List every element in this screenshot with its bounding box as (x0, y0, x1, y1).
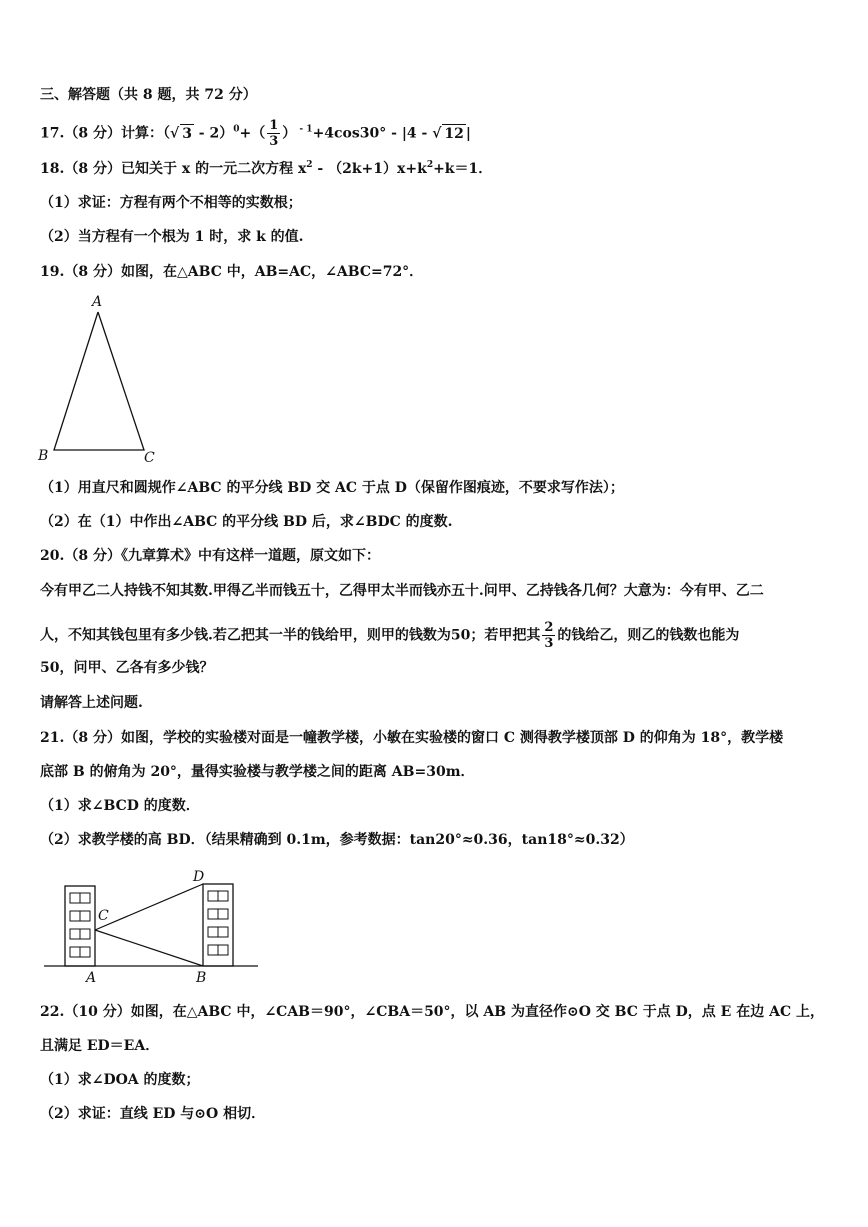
question-20: 20.（8 分）《九章算术》中有这样一道题，原文如下： (40, 548, 380, 564)
q21-line-2: 底部 B 的俯角为 20°，量得实验楼与教学楼之间的距离 AB=30m． (40, 764, 475, 780)
q18-sup-1: 2 (306, 160, 313, 170)
q18-text-c: +k＝1． (433, 161, 493, 177)
q22-part-1: （1）求∠DOA 的度数； (40, 1072, 200, 1088)
q20-frac-den: 3 (544, 636, 554, 651)
teaching-windows (208, 891, 228, 955)
label-c: C (144, 450, 155, 466)
q18-text-a: 18.（8 分）已知关于 x 的一元二次方程 x (40, 161, 307, 177)
label-b: B (38, 448, 49, 464)
q20-line-3: 50，问甲、乙各有多少钱？ (40, 660, 214, 676)
q17-lead: 17.（8 分）计算：（ (40, 125, 170, 142)
q21-part-1: （1）求∠BCD 的度数． (40, 798, 200, 814)
q22-part-2: （2）求证：直线 ED 与⊙O 相切． (40, 1106, 266, 1122)
question-21: 21.（8 分）如图，学校的实验楼对面是一幢教学楼，小敏在实验楼的窗口 C 测得教学楼顶部 D 的仰角为 18°，教学楼 (40, 730, 784, 746)
triangle-abc (54, 312, 144, 450)
q20-line-2 (40, 620, 739, 651)
q20-line-2-a: 人，不知其钱包里有多少钱.若乙把其一半的钱给甲，则甲的钱数为50；若甲把其 (40, 627, 541, 644)
label-c: C (98, 908, 109, 924)
label-a: A (92, 294, 103, 310)
q20-line-2-b: 的钱给乙，则乙的钱数也能为 (557, 627, 740, 644)
section-header: 三、解答题（共 8 题，共 72 分） (40, 87, 257, 103)
q19-part-2: （2）在（1）中作出∠ABC 的平分线 BD 后，求∠BDC 的度数. (40, 514, 453, 530)
line-cd (95, 884, 203, 930)
q17-tail1: +4cos30° - |4 - (312, 125, 433, 142)
q17-tail2: | (465, 125, 471, 142)
q19-part-1: （1）用直尺和圆规作∠ABC 的平分线 BD 交 AC 于点 D（保留作图痕迹，不要求写作法）； (40, 480, 624, 496)
line-cb (95, 930, 203, 966)
q20-fraction (542, 620, 555, 651)
q20-frac-num: 2 (544, 620, 554, 635)
q18-part-2: （2）当方程有一个根为 1 时，求 k 的值. (40, 229, 304, 245)
q17-sqrt-radicand: 3 (182, 125, 192, 142)
question-19: 19.（8 分）如图，在△ABC 中，AB=AC，∠ABC=72°． (40, 264, 424, 280)
label-a: A (86, 970, 97, 986)
q17-exp-neg1: - 1 (296, 124, 313, 135)
q21-buildings-figure (40, 866, 270, 986)
q17-exp0: 0 (233, 124, 240, 135)
q20-line-4: 请解答上述问题. (40, 695, 143, 711)
q19-triangle-figure (30, 290, 170, 470)
q17-plus-paren: +（ (239, 125, 266, 142)
q18-sup-2: 2 (426, 160, 434, 170)
q17-sqrt-radicand-2: 12 (444, 125, 464, 142)
q17-fraction (267, 118, 280, 149)
q18-text-b: - （2k+1）x+k (312, 161, 427, 177)
q20-line-1: 今有甲乙二人持钱不知其数.甲得乙半而钱五十，乙得甲太半而钱亦五十.问甲、乙持钱各几何？大意为：今有甲、乙二 (40, 583, 764, 599)
question-18 (40, 160, 492, 178)
lab-windows (70, 893, 90, 957)
label-b: B (196, 970, 207, 986)
q17-after-sqrt: - 2） (193, 125, 234, 142)
q17-after-frac: ） (282, 125, 297, 142)
question-17: 17.（8 分）计算：（√ 3 - 2）$^0$+（ $\frac{1}{3}$ ） $^{- 1}$+4cos30° - |4 - √ 12 | (40, 118, 471, 149)
q22-line-2: 且满足 ED＝EA． (40, 1038, 160, 1054)
q21-part-2: （2）求教学楼的高 BD．（结果精确到 0.1m，参考数据：tan20°≈0.36，tan18°≈0.32） (40, 832, 634, 848)
label-d: D (193, 869, 205, 885)
q17-frac-num: 1 (269, 118, 279, 133)
q18-part-1: （1）求证：方程有两个不相等的实数根； (40, 195, 302, 211)
q17-frac-den: 3 (269, 134, 279, 149)
question-22: 22.（10 分）如图，在△ABC 中，∠CAB＝90°，∠CBA＝50°，以 AB 为直径作⊙O 交 BC 于点 D，点 E 在边 AC 上， (40, 1004, 824, 1020)
